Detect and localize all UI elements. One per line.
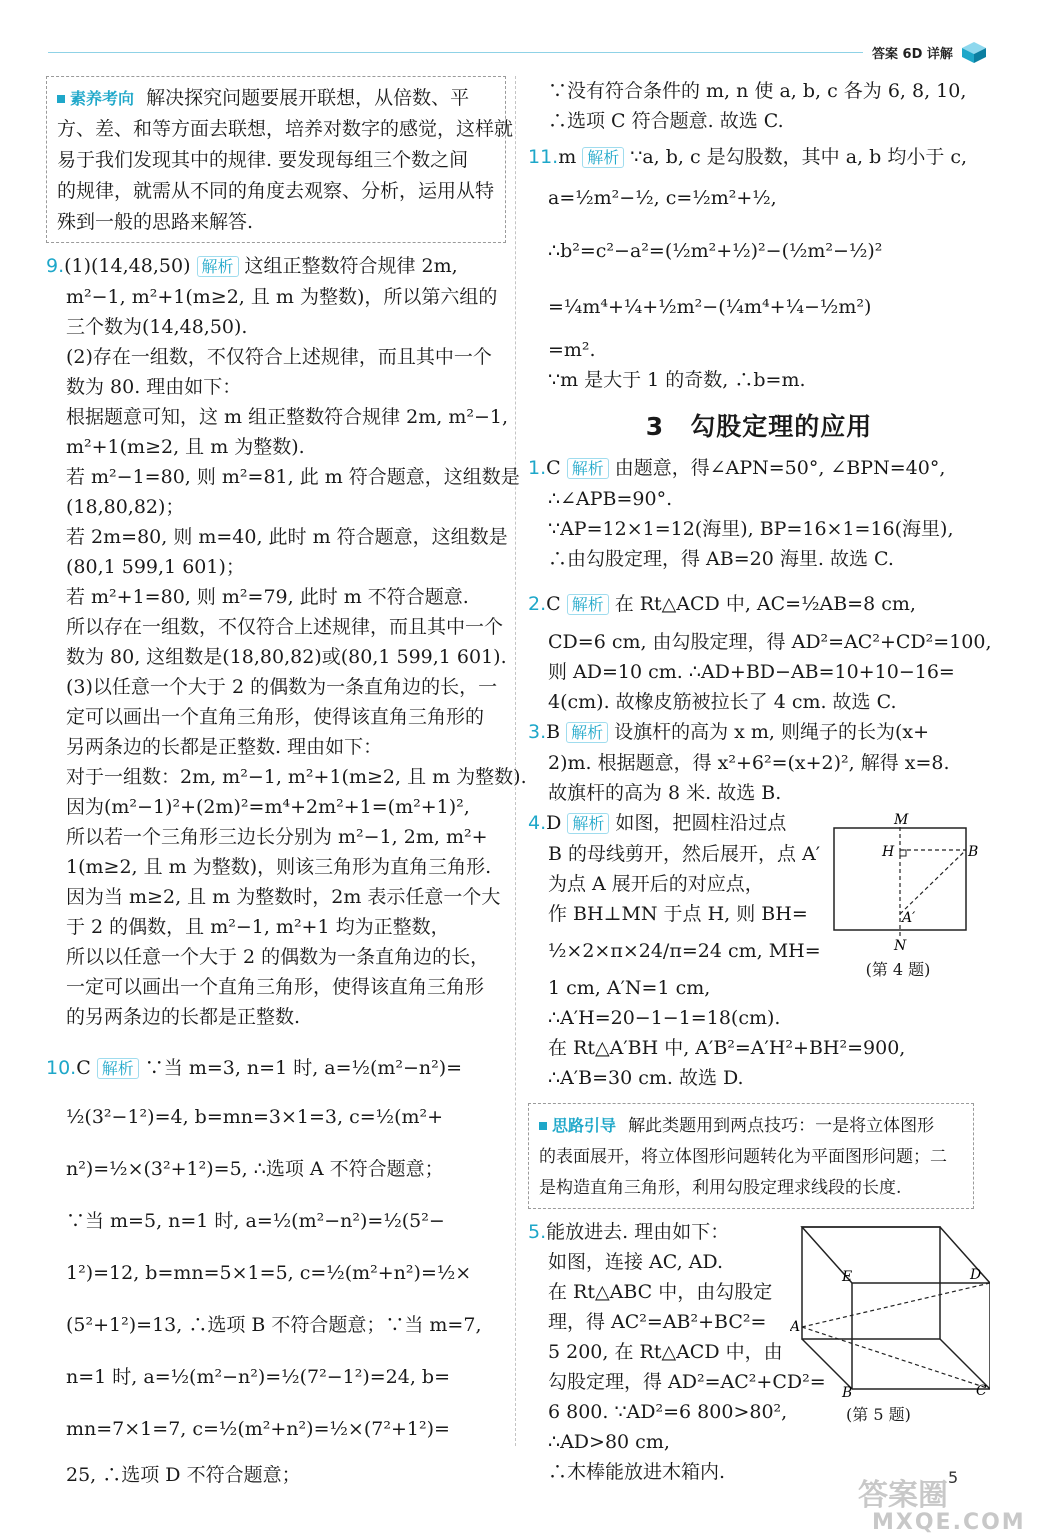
q4-line: 1 cm, A′N=1 cm, — [548, 977, 711, 999]
q10-line: mn=7×1=7, c=½(m²+n²)=½×(7²+1²)= — [66, 1418, 450, 1440]
q10-line: ½(3²−1²)=4, b=mn=3×1=3, c=½(m²+ — [66, 1106, 444, 1128]
label-A-prime: A′ — [902, 910, 916, 926]
q9-line: 因为当 m≥2, 且 m 为整数时，2m 表示任意一个大 — [66, 886, 501, 908]
figure-5-caption: (第 5 题) — [846, 1405, 911, 1424]
q4-line: ∴A′H=20−1−1=18(cm). — [548, 1007, 781, 1029]
q9-line: 若 m²+1=80, 则 m²=79, 此时 m 不符合题意. — [66, 586, 469, 608]
analysis-tag: 解析 — [567, 594, 609, 615]
q5-line: 6 800. ∵AD²=6 800>80², — [548, 1401, 788, 1423]
q1-line: ∵AP=12×1=12(海里), BP=16×1=16(海里), — [548, 518, 954, 540]
q9-line: 另两条边的长都是正整数. 理由如下： — [66, 736, 383, 758]
question-number: 11. — [528, 146, 559, 168]
q9-line: 三个数为(14,48,50). — [66, 316, 248, 338]
label-E: E — [842, 1269, 853, 1285]
q11-line: ∴b²=c²−a²=(½m²+½)²−(½m²−½)² — [548, 240, 883, 262]
literacy-note-line: 方、差、和等方面去联想，培养对数字的感觉，这样就 — [57, 118, 514, 140]
q5-first-line: 5.能放进去. 理由如下： — [528, 1221, 730, 1243]
q5-line: ∴木棒能放进木箱内. — [548, 1461, 726, 1483]
figure-5-box — [790, 1217, 990, 1424]
q2-first-line: 2.C 解析 在 Rt△ACD 中, AC=½AB=8 cm, — [528, 593, 916, 615]
q9-line: 定可以画出一个直角三角形，使得该直角三角形的 — [66, 706, 485, 728]
q9-line: 因为(m²−1)²+(2m)²=m⁴+2m²+1=(m²+1)², — [66, 796, 470, 818]
question-number: 2. — [528, 593, 547, 615]
page-number: 5 — [948, 1468, 959, 1487]
q4-line: 在 Rt△A′BH 中, A′B²=A′H²+BH²=900, — [548, 1037, 906, 1059]
q3-line: 2)m. 根据题意，得 x²+6²=(x+2)², 解得 x=8. — [548, 752, 950, 774]
question-number: 1. — [528, 457, 547, 479]
q9-line: 若 m²−1=80, 则 m²=81, 此 m 符合题意，这组数是 — [66, 466, 520, 488]
question-5 — [528, 1217, 990, 1487]
watermark-url: MXQE.COM — [872, 1510, 1026, 1535]
q9-first-line: 9.(1)(14,48,50) 解析 这组正整数符合规律 2m, — [46, 255, 458, 277]
analysis-tag: 解析 — [582, 147, 624, 168]
guide-line: 是构造直角三角形，利用勾股定理求线段的长度. — [539, 1178, 902, 1198]
q4-first-line: 4.D 解析 如图，把圆柱沿过点 — [528, 812, 787, 834]
note-tag: 素养考向 — [70, 89, 135, 108]
q9-line: 数为 80, 这组数是(18,80,82)或(80,1 599,1 601). — [66, 646, 507, 668]
q10-first-line: 10.C 解析 ∵当 m=3, n=1 时, a=½(m²−n²)= — [46, 1057, 463, 1079]
q5-line: 5 200, 在 Rt△ACD 中，由 — [548, 1341, 783, 1363]
q10-line: 1²)=12, b=mn=5×1=5, c=½(m²+n²)=½× — [66, 1262, 472, 1284]
analysis-tag: 解析 — [567, 458, 609, 479]
header-rule — [48, 52, 863, 53]
q10-line: n=1 时, a=½(m²−n²)=½(7²−1²)=24, b= — [66, 1366, 451, 1388]
analysis-tag: 解析 — [197, 256, 239, 277]
analysis-tag: 解析 — [566, 722, 608, 743]
q9-line: 若 2m=80, 则 m=40, 此时 m 符合题意，这组数是 — [66, 526, 508, 548]
q10-line: n²)=½×(3²+1²)=5, ∴选项 A 不符合题意； — [66, 1158, 444, 1180]
header-label: 答案 6D 详解 — [872, 47, 953, 62]
q5-line: 如图，连接 AC, AD. — [548, 1251, 724, 1273]
q5-line: 在 Rt△ABC 中，由勾股定 — [548, 1281, 773, 1303]
q9-line: 根据题意可知，这 m 组正整数符合规律 2m, m²−1, — [66, 406, 509, 428]
section-number: 3 — [645, 412, 665, 441]
figure-4-unrolled-cylinder — [828, 812, 978, 979]
q9-line: 所以存在一组数，不仅符合上述规律，而且其中一个 — [66, 616, 504, 638]
q2-line: CD=6 cm, 由勾股定理，得 AD²=AC²+CD²=100, — [548, 631, 992, 653]
figure-4-caption: (第 4 题) — [865, 960, 931, 979]
label-A: A — [790, 1319, 801, 1335]
q1-line: ∴∠APB=90°. — [548, 488, 673, 510]
q9-line: 对于一组数：2m, m²−1, m²+1(m≥2, 且 m 为整数). — [66, 766, 527, 788]
q3-line: 故旗杆的高为 8 米. 故选 B. — [548, 782, 782, 804]
q4-line: 作 BH⊥MN 于点 H, 则 BH= — [548, 903, 808, 925]
guide-line: 的表面展开，将立体图形问题转化为平面图形问题；二 — [539, 1147, 947, 1167]
left-column — [46, 76, 527, 1495]
square-bullet-icon — [539, 1122, 547, 1130]
question-number: 4. — [528, 812, 547, 834]
literacy-note-line: 易于我们发现其中的规律. 要发现每组三个数之间 — [57, 149, 469, 171]
q9-line: 于 2 的偶数，且 m²−1, m²+1 均为正整数， — [66, 916, 450, 938]
q4-line: B 的母线剪开，然后展开，点 A′ — [548, 843, 821, 865]
label-M: M — [894, 812, 909, 828]
q1-first-line: 1.C 解析 由题意，得∠APN=50°, ∠BPN=40°, — [528, 457, 946, 479]
question-1 — [528, 453, 990, 574]
q10-continued-line: ∴选项 C 符合题意. 故选 C. — [548, 110, 784, 132]
q5-line: 勾股定理，得 AD²=AC²+CD²= — [548, 1371, 826, 1393]
q9-line: m²−1, m²+1(m≥2, 且 m 为整数)，所以第六组的 — [66, 286, 498, 308]
q5-line: ∴AD>80 cm, — [548, 1431, 670, 1453]
label-N: N — [894, 938, 907, 952]
q11-line: =m². — [548, 339, 596, 361]
question-2 — [528, 582, 990, 717]
q9-line: 数为 80. 理由如下： — [66, 376, 242, 398]
question-9 — [46, 251, 527, 1032]
q1-line: ∴由勾股定理，得 AB=20 海里. 故选 C. — [548, 548, 894, 570]
q9-line: (2)存在一组数，不仅符合上述规律，而且其中一个 — [66, 346, 492, 368]
square-bullet-icon — [57, 95, 65, 103]
section-title — [528, 407, 990, 443]
q10-line: (5²+1²)=13, ∴选项 B 不符合题意；∵当 m=7, — [66, 1314, 482, 1336]
label-C: C — [976, 1383, 987, 1397]
q11-line: =¼m⁴+¼+½m²−(¼m⁴+¼−½m²) — [548, 296, 872, 318]
q3-first-line: 3.B 解析 设旗杆的高为 x m, 则绳子的长为(x+ — [528, 721, 930, 743]
label-B: B — [842, 1385, 853, 1397]
guide-line: 思路引导 解此类题用到两点技巧：一是将立体图形 — [539, 1110, 965, 1142]
section-heading: 勾股定理的应用 — [690, 412, 873, 441]
question-11 — [528, 142, 990, 395]
q4-line: 为点 A 展开后的对应点， — [548, 873, 764, 895]
q11-line: ∵m 是大于 1 的奇数, ∴b=m. — [548, 369, 806, 391]
q11-first-line: 11.m 解析 ∵a, b, c 是勾股数，其中 a, b 均小于 c, — [528, 146, 968, 168]
question-4 — [528, 808, 990, 1093]
q4-line: ½×2×π×24/π=24 cm, MH= — [548, 940, 821, 962]
column-divider — [515, 76, 516, 1446]
q9-line: 所以以任意一个大于 2 的偶数为一条直角边的长， — [66, 946, 490, 968]
label-B: B — [968, 844, 978, 860]
literacy-note-line: 素养考向 解决探究问题要展开联想，从倍数、平 — [57, 83, 497, 114]
q2-line: 则 AD=10 cm. ∴AD+BD−AB=10+10−16= — [548, 661, 955, 683]
analysis-tag: 解析 — [567, 813, 609, 834]
q2-line: 4(cm). 故橡皮筋被拉长了 4 cm. 故选 C. — [548, 691, 897, 713]
q9-line: (3)以任意一个大于 2 的偶数为一条直角边的长，一 — [66, 676, 498, 698]
label-D: D — [970, 1267, 982, 1283]
question-number: 5. — [528, 1221, 547, 1243]
q10-line: 25, ∴选项 D 不符合题意； — [66, 1464, 301, 1486]
q9-line: 一定可以画出一个直角三角形，使得该直角三角形 — [66, 976, 485, 998]
cube-logo-icon — [960, 40, 988, 69]
literacy-note-line: 的规律，就需从不同的角度去观察、分析，运用从特 — [57, 180, 495, 202]
q10-continued-line: ∵没有符合条件的 m, n 使 a, b, c 各为 6, 8, 10, — [548, 80, 967, 102]
q9-line: 所以若一个三角形三边长分别为 m²−1, 2m, m²+ — [66, 826, 488, 848]
q9-line: (80,1 599,1 601)； — [66, 556, 245, 578]
watermark-logo: 答案圈 — [858, 1478, 948, 1513]
label-H: H — [882, 844, 895, 860]
q10-line: ∵当 m=5, n=1 时, a=½(m²−n²)=½(5²− — [66, 1210, 445, 1232]
question-number: 9. — [46, 255, 65, 277]
question-3 — [528, 717, 990, 808]
q9-line: (18,80,82)； — [66, 496, 185, 518]
q9-line: 1(m≥2, 且 m 为整数)，则该三角形为直角三角形. — [66, 856, 492, 878]
note-tag: 思路引导 — [552, 1116, 617, 1135]
thinking-guide-box — [528, 1103, 974, 1209]
question-number: 3. — [528, 721, 547, 743]
q5-line: 理，得 AC²=AB²+BC²= — [548, 1311, 767, 1333]
analysis-tag: 解析 — [97, 1058, 139, 1079]
literacy-note-line: 殊到一般的思路来解答. — [57, 211, 254, 233]
right-column — [528, 76, 990, 1487]
q9-line: 的另两条边的长都是正整数. — [66, 1006, 301, 1028]
literacy-note-box — [46, 76, 514, 243]
question-10 — [46, 1046, 506, 1495]
question-number: 10. — [46, 1057, 77, 1079]
q9-line: m²+1(m≥2, 且 m 为整数). — [66, 436, 305, 458]
q11-line: a=½m²−½, c=½m²+½, — [548, 187, 777, 209]
q4-line: ∴A′B=30 cm. 故选 D. — [548, 1067, 744, 1089]
